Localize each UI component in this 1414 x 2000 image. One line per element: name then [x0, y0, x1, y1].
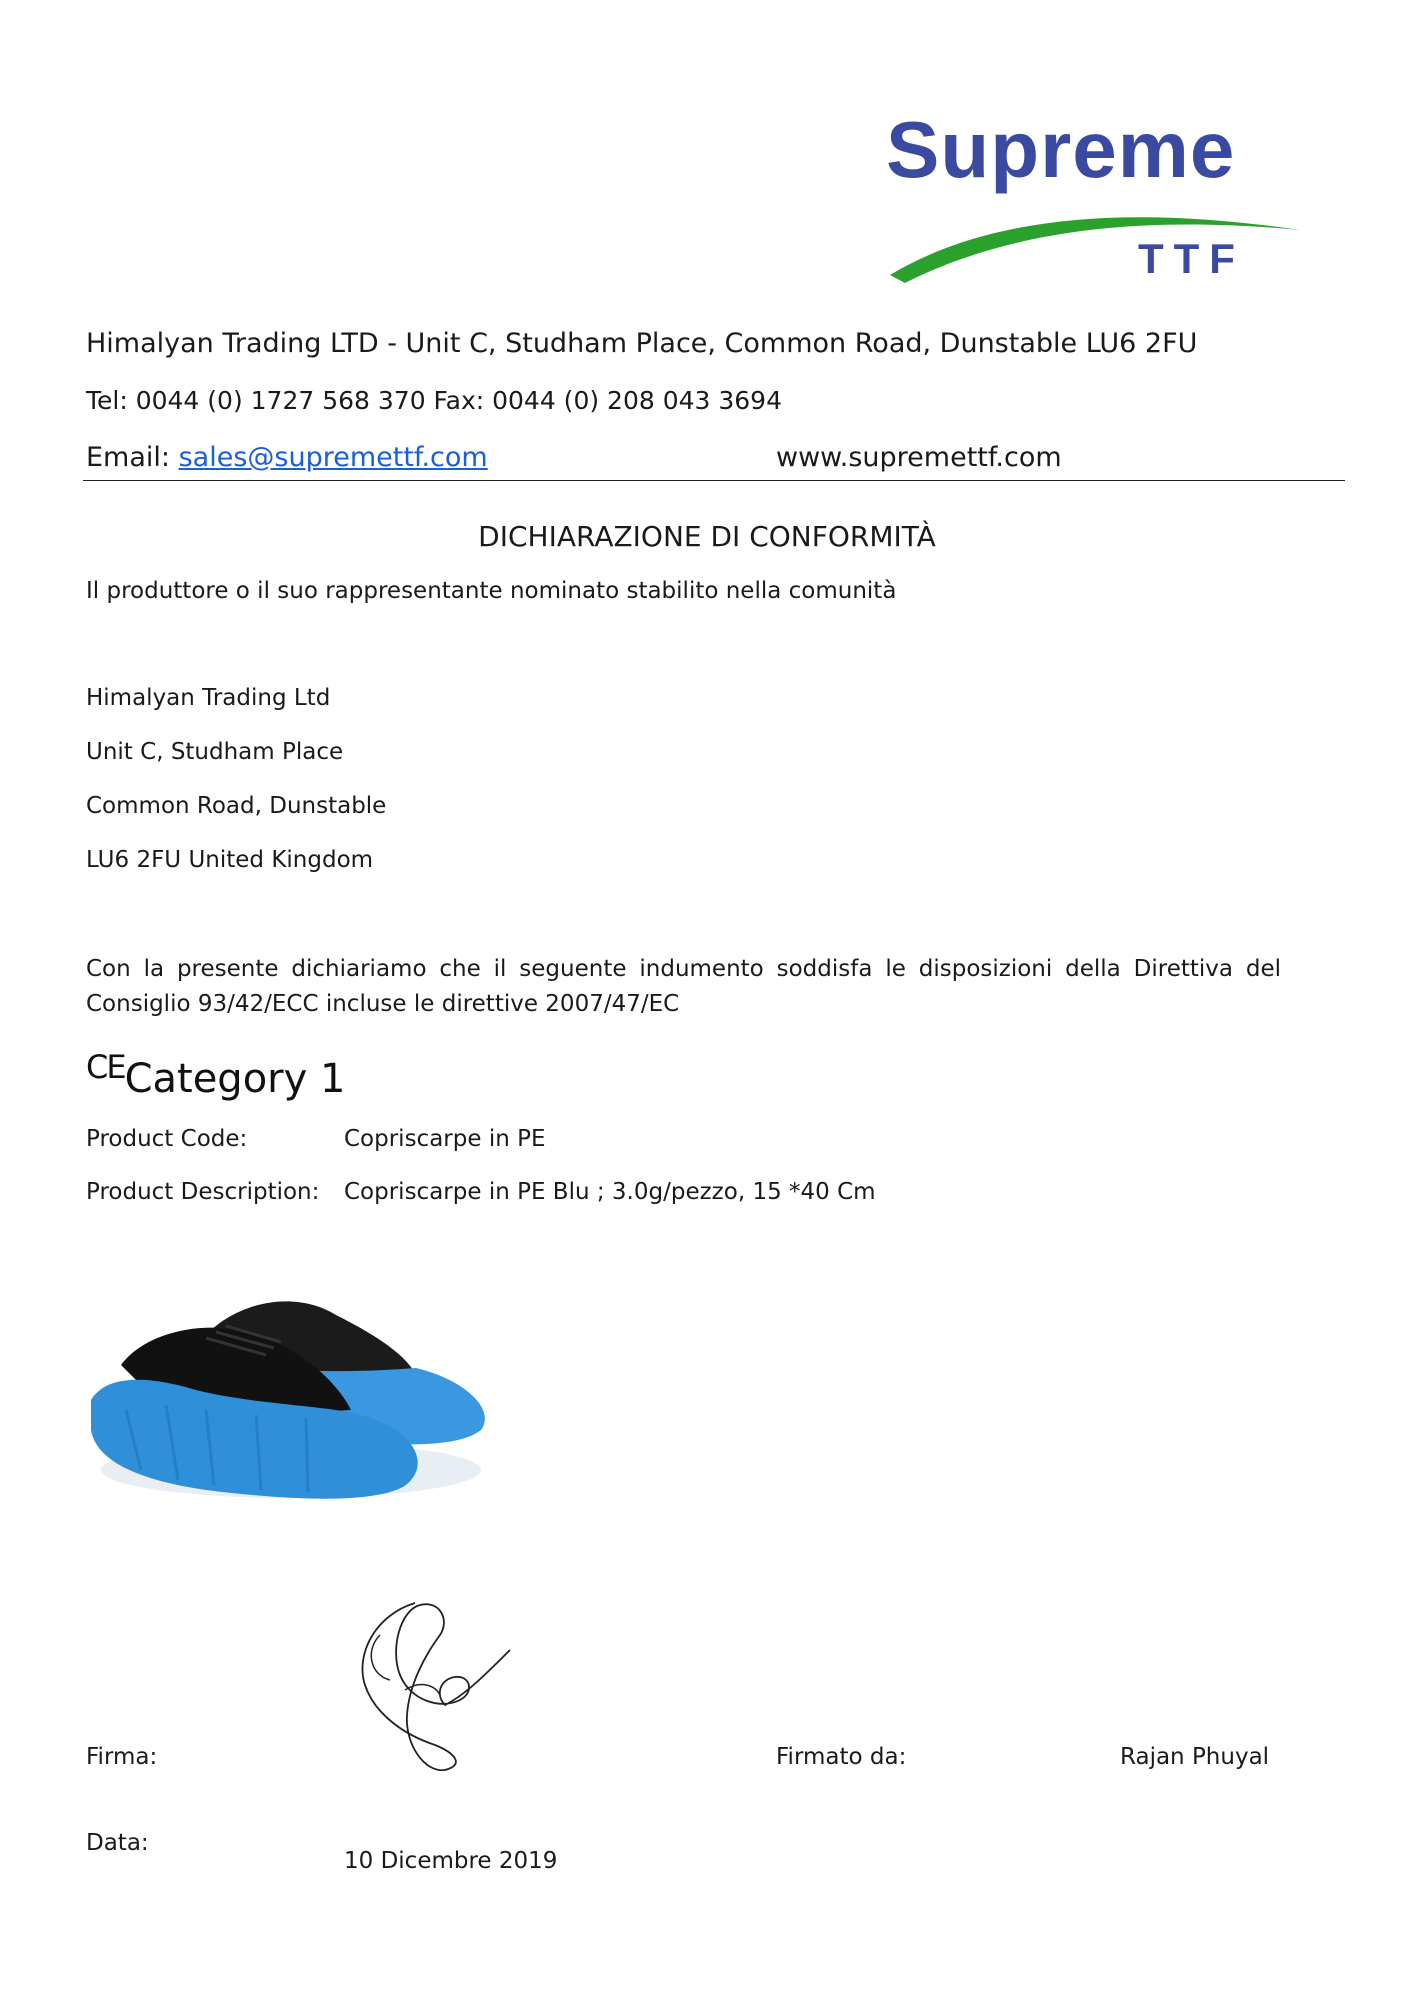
logo-sub-text: TTF [1138, 235, 1245, 282]
product-description-value: Copriscarpe in PE Blu ; 3.0g/pezzo, 15 *40 Cm [344, 1179, 876, 1205]
product-code-label: Product Code: [86, 1126, 248, 1152]
header-address: Himalyan Trading LTD - Unit C, Studham Place, Common Road, Dunstable LU6 2FU [86, 328, 1198, 359]
company-address-line-3: Common Road, Dunstable [86, 793, 387, 819]
email-link[interactable]: sales@supremettf.com [178, 442, 488, 473]
date-value: 10 Dicembre 2019 [344, 1848, 558, 1874]
company-address-line-2: Unit C, Studham Place [86, 739, 344, 765]
supreme-ttf-logo [870, 105, 1310, 295]
logo-brand-text: Supreme [886, 105, 1236, 194]
intro-text: Il produttore o il suo rappresentante nominato stabilito nella comunità [86, 578, 897, 604]
category-text: Category 1 [124, 1056, 346, 1102]
email-label: Email: [86, 442, 179, 473]
product-code-value: Copriscarpe in PE [344, 1126, 546, 1152]
header-website[interactable]: www.supremettf.com [776, 442, 1062, 473]
handwritten-signature [345, 1595, 515, 1775]
date-label: Data: [86, 1830, 149, 1856]
header-phone-fax: Tel: 0044 (0) 1727 568 370 Fax: 0044 (0) 208 043 3694 [86, 386, 782, 415]
company-address-line-4: LU6 2FU United Kingdom [86, 847, 374, 873]
product-image [86, 1280, 496, 1520]
header-email-line [86, 442, 488, 473]
declaration-text: Con la presente dichiariamo che il seguente indumento soddisfa le disposizioni della Direttiva del Consiglio 93/42/ECC incluse le direttive 2007/47/EC [86, 956, 1281, 1017]
document-title: DICHIARAZIONE DI CONFORMITÀ [478, 520, 936, 553]
company-address-line-1: Himalyan Trading Ltd [86, 685, 331, 711]
signature-label: Firma: [86, 1744, 158, 1770]
signed-by-name: Rajan Phuyal [1120, 1744, 1270, 1770]
header-divider [83, 480, 1345, 481]
product-description-label: Product Description: [86, 1179, 320, 1205]
ce-mark: CE [86, 1048, 125, 1086]
signed-by-label: Firmato da: [776, 1744, 907, 1770]
ce-category-line [86, 1048, 345, 1102]
